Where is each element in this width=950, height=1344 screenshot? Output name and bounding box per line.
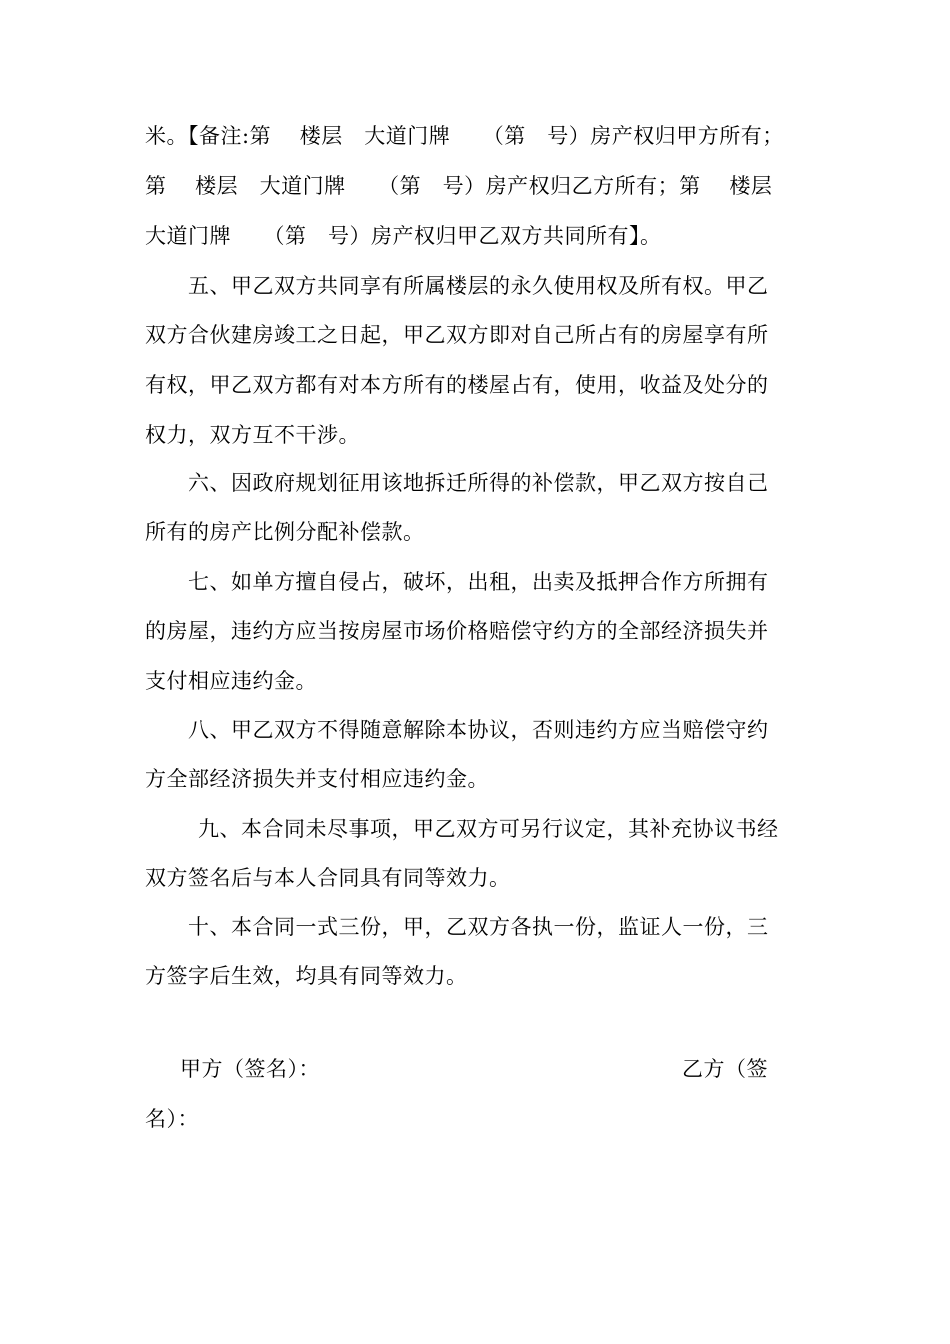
body-line: 大道门牌 （第 号）房产权归甲乙双方共同所有】。 [145, 224, 662, 248]
clause-5-line: 五、甲乙双方共同享有所属楼层的永久使用权及所有权。甲乙 [188, 274, 769, 298]
party-a-signature-label: 甲方（签名）： [180, 1057, 320, 1081]
clause-8-line: 八、甲乙双方不得随意解除本协议，否则违约方应当赔偿守约 [188, 718, 769, 742]
party-b-signature-label-continued: 名）： [145, 1107, 199, 1131]
clause-8-line: 方全部经济损失并支付相应违约金。 [145, 767, 489, 791]
clause-10-line: 方签字后生效，均具有同等效力。 [145, 964, 468, 988]
clause-5-line: 双方合伙建房竣工之日起，甲乙双方即对自己所占有的房屋享有所 [145, 323, 769, 347]
clause-5-line: 权力，双方互不干涉。 [145, 423, 360, 447]
clause-9-line: 双方签名后与本人合同具有同等效力。 [145, 866, 511, 890]
body-line: 第 楼层 大道门牌 （第 号）房产权归乙方所有；第 楼层 [145, 174, 773, 198]
clause-10-line: 十、本合同一式三份，甲，乙双方各执一份，监证人一份，三 [188, 915, 769, 939]
body-line: 米。【备注:第 楼层 大道门牌 （第 号）房产权归甲方所有； [145, 124, 784, 148]
clause-6-line: 六、因政府规划征用该地拆迁所得的补偿款，甲乙双方按自己 [188, 471, 769, 495]
clause-7-line: 七、如单方擅自侵占，破坏，出租，出卖及抵押合作方所拥有 [188, 570, 769, 594]
clause-6-line: 所有的房产比例分配补偿款。 [145, 520, 425, 544]
clause-5-line: 有权，甲乙双方都有对本方所有的楼屋占有，使用，收益及处分的 [145, 373, 769, 397]
clause-9-line: 九、本合同未尽事项，甲乙双方可另行议定，其补充协议书经 [198, 817, 779, 841]
clause-7-line: 支付相应违约金。 [145, 669, 317, 693]
clause-7-line: 的房屋，违约方应当按房屋市场价格赔偿守约方的全部经济损失并 [145, 619, 769, 643]
party-b-signature-label: 乙方（签 [682, 1057, 768, 1081]
